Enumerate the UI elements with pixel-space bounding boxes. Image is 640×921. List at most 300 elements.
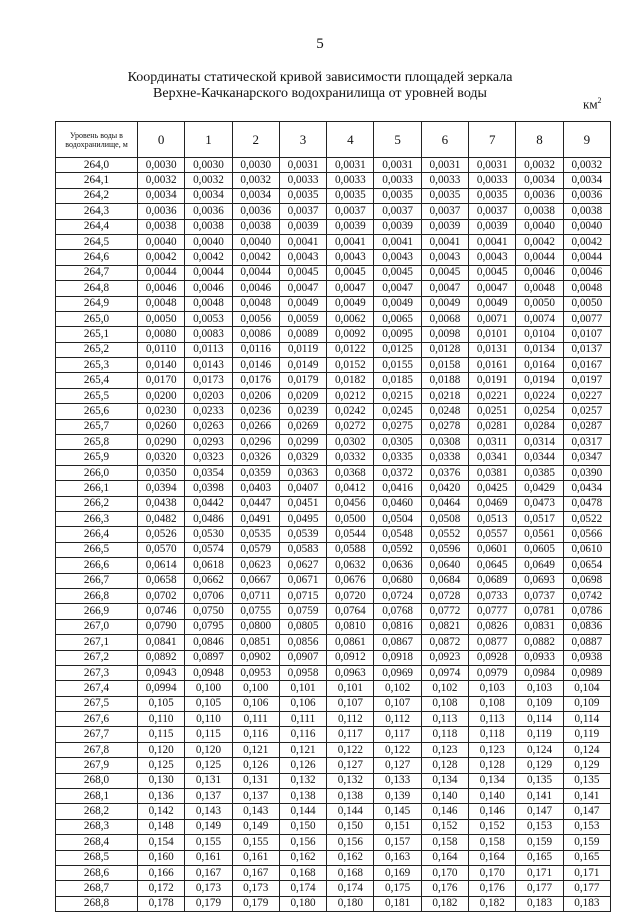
level-cell: 264,0 bbox=[56, 158, 138, 173]
area-cell: 0,116 bbox=[279, 727, 326, 742]
area-cell: 0,159 bbox=[563, 835, 610, 850]
area-cell: 0,0877 bbox=[469, 635, 516, 650]
table-row bbox=[56, 727, 611, 742]
page-number: 5 bbox=[316, 36, 324, 52]
area-cell: 0,171 bbox=[563, 865, 610, 880]
area-cell: 0,0185 bbox=[374, 373, 421, 388]
area-cell: 0,0041 bbox=[327, 234, 374, 249]
area-cell: 0,151 bbox=[374, 819, 421, 834]
area-cell: 0,110 bbox=[185, 712, 232, 727]
area-cell: 0,0149 bbox=[279, 358, 326, 373]
area-cell: 0,173 bbox=[185, 881, 232, 896]
area-cell: 0,0755 bbox=[232, 604, 279, 619]
area-cell: 0,0062 bbox=[327, 311, 374, 326]
area-cell: 0,120 bbox=[185, 742, 232, 757]
area-cell: 0,153 bbox=[563, 819, 610, 834]
level-cell: 268,1 bbox=[56, 789, 138, 804]
area-cell: 0,0043 bbox=[327, 250, 374, 265]
area-cell: 0,0311 bbox=[469, 435, 516, 450]
table-row bbox=[56, 265, 611, 280]
area-cell: 0,178 bbox=[138, 896, 185, 911]
area-cell: 0,0698 bbox=[563, 573, 610, 588]
area-cell: 0,171 bbox=[516, 865, 563, 880]
area-cell: 0,0614 bbox=[138, 558, 185, 573]
area-cell: 0,0044 bbox=[563, 250, 610, 265]
area-cell: 0,0989 bbox=[563, 665, 610, 680]
area-cell: 0,0035 bbox=[374, 188, 421, 203]
area-cell: 0,106 bbox=[232, 696, 279, 711]
area-cell: 0,0293 bbox=[185, 435, 232, 450]
area-cell: 0,122 bbox=[374, 742, 421, 757]
table-row bbox=[56, 358, 611, 373]
level-cell: 268,0 bbox=[56, 773, 138, 788]
area-cell: 0,113 bbox=[469, 712, 516, 727]
area-cell: 0,0385 bbox=[516, 465, 563, 480]
area-cell: 0,0215 bbox=[374, 388, 421, 403]
area-cell: 0,144 bbox=[279, 804, 326, 819]
area-cell: 0,0737 bbox=[516, 588, 563, 603]
table-row bbox=[56, 250, 611, 265]
area-cell: 0,0113 bbox=[185, 342, 232, 357]
area-cell: 0,0592 bbox=[374, 542, 421, 557]
area-cell: 0,0033 bbox=[374, 173, 421, 188]
area-cell: 0,0872 bbox=[421, 635, 468, 650]
area-cell: 0,145 bbox=[374, 804, 421, 819]
area-cell: 0,0504 bbox=[374, 511, 421, 526]
area-cell: 0,0800 bbox=[232, 619, 279, 634]
area-cell: 0,0544 bbox=[327, 527, 374, 542]
area-cell: 0,0851 bbox=[232, 635, 279, 650]
area-cell: 0,0764 bbox=[327, 604, 374, 619]
area-cell: 0,0323 bbox=[185, 450, 232, 465]
area-cell: 0,0045 bbox=[421, 265, 468, 280]
level-cell: 265,1 bbox=[56, 327, 138, 342]
area-cell: 0,0134 bbox=[516, 342, 563, 357]
area-cell: 0,0500 bbox=[327, 511, 374, 526]
area-cell: 0,0039 bbox=[279, 219, 326, 234]
area-cell: 0,0034 bbox=[516, 173, 563, 188]
area-cell: 0,137 bbox=[232, 789, 279, 804]
table-row bbox=[56, 481, 611, 496]
area-cell: 0,0035 bbox=[279, 188, 326, 203]
table-row bbox=[56, 681, 611, 696]
area-cell: 0,0654 bbox=[563, 558, 610, 573]
area-cell: 0,0772 bbox=[421, 604, 468, 619]
level-cell: 268,3 bbox=[56, 819, 138, 834]
area-cell: 0,172 bbox=[138, 881, 185, 896]
area-cell: 0,0420 bbox=[421, 481, 468, 496]
area-cell: 0,0557 bbox=[469, 527, 516, 542]
area-cell: 0,0605 bbox=[516, 542, 563, 557]
level-cell: 265,3 bbox=[56, 358, 138, 373]
area-cell: 0,0048 bbox=[185, 296, 232, 311]
area-cell: 0,0048 bbox=[516, 281, 563, 296]
area-cell: 0,0251 bbox=[469, 404, 516, 419]
column-header-8: 8 bbox=[516, 122, 563, 158]
area-cell: 0,0035 bbox=[469, 188, 516, 203]
area-cell: 0,180 bbox=[279, 896, 326, 911]
area-cell: 0,0460 bbox=[374, 496, 421, 511]
area-cell: 0,102 bbox=[374, 681, 421, 696]
area-cell: 0,0786 bbox=[563, 604, 610, 619]
area-cell: 0,0176 bbox=[232, 373, 279, 388]
area-cell: 0,0658 bbox=[138, 573, 185, 588]
area-cell: 0,0632 bbox=[327, 558, 374, 573]
column-header-9: 9 bbox=[563, 122, 610, 158]
area-cell: 0,0233 bbox=[185, 404, 232, 419]
area-cell: 0,170 bbox=[469, 865, 516, 880]
table-row bbox=[56, 219, 611, 234]
area-cell: 0,0266 bbox=[232, 419, 279, 434]
level-cell: 265,4 bbox=[56, 373, 138, 388]
area-cell: 0,0254 bbox=[516, 404, 563, 419]
area-cell: 0,0583 bbox=[279, 542, 326, 557]
area-cell: 0,0627 bbox=[279, 558, 326, 573]
area-cell: 0,0131 bbox=[469, 342, 516, 357]
area-cell: 0,167 bbox=[232, 865, 279, 880]
table-row bbox=[56, 850, 611, 865]
table-row bbox=[56, 281, 611, 296]
area-cell: 0,0887 bbox=[563, 635, 610, 650]
area-cell: 0,0049 bbox=[469, 296, 516, 311]
table-row bbox=[56, 311, 611, 326]
table-row bbox=[56, 773, 611, 788]
area-cell: 0,0299 bbox=[279, 435, 326, 450]
area-cell: 0,116 bbox=[232, 727, 279, 742]
area-cell: 0,106 bbox=[279, 696, 326, 711]
table-row bbox=[56, 158, 611, 173]
area-cell: 0,170 bbox=[421, 865, 468, 880]
area-cell: 0,146 bbox=[469, 804, 516, 819]
area-cell: 0,118 bbox=[421, 727, 468, 742]
level-cell: 267,0 bbox=[56, 619, 138, 634]
area-cell: 0,0040 bbox=[185, 234, 232, 249]
area-cell: 0,179 bbox=[185, 896, 232, 911]
column-header-2: 2 bbox=[232, 122, 279, 158]
area-cell: 0,0125 bbox=[374, 342, 421, 357]
area-cell: 0,0098 bbox=[421, 327, 468, 342]
area-cell: 0,0037 bbox=[421, 204, 468, 219]
area-cell: 0,0296 bbox=[232, 435, 279, 450]
area-cell: 0,161 bbox=[232, 850, 279, 865]
level-cell: 266,1 bbox=[56, 481, 138, 496]
area-cell: 0,0344 bbox=[516, 450, 563, 465]
area-cell: 0,0035 bbox=[327, 188, 374, 203]
area-cell: 0,156 bbox=[279, 835, 326, 850]
area-cell: 0,123 bbox=[469, 742, 516, 757]
area-cell: 0,0317 bbox=[563, 435, 610, 450]
area-cell: 0,164 bbox=[469, 850, 516, 865]
area-cell: 0,101 bbox=[327, 681, 374, 696]
area-cell: 0,182 bbox=[469, 896, 516, 911]
area-cell: 0,0122 bbox=[327, 342, 374, 357]
area-cell: 0,0036 bbox=[138, 204, 185, 219]
area-cell: 0,0482 bbox=[138, 511, 185, 526]
area-cell: 0,0039 bbox=[327, 219, 374, 234]
area-cell: 0,0045 bbox=[469, 265, 516, 280]
table-row bbox=[56, 234, 611, 249]
area-cell: 0,0047 bbox=[421, 281, 468, 296]
area-cell: 0,0179 bbox=[279, 373, 326, 388]
area-cell: 0,0442 bbox=[185, 496, 232, 511]
area-cell: 0,0038 bbox=[563, 204, 610, 219]
area-cell: 0,0702 bbox=[138, 588, 185, 603]
area-cell: 0,0969 bbox=[374, 665, 421, 680]
level-cell: 266,4 bbox=[56, 527, 138, 542]
area-cell: 0,0390 bbox=[563, 465, 610, 480]
area-cell: 0,0044 bbox=[185, 265, 232, 280]
area-cell: 0,0119 bbox=[279, 342, 326, 357]
level-cell: 266,5 bbox=[56, 542, 138, 557]
table-row bbox=[56, 635, 611, 650]
area-cell: 0,0037 bbox=[327, 204, 374, 219]
area-cell: 0,0031 bbox=[469, 158, 516, 173]
title-line-2: Верхне-Качканарского водохранилища от уровней воды bbox=[153, 86, 487, 101]
area-cell: 0,152 bbox=[421, 819, 468, 834]
area-cell: 0,0469 bbox=[469, 496, 516, 511]
area-cell: 0,114 bbox=[563, 712, 610, 727]
area-cell: 0,132 bbox=[279, 773, 326, 788]
area-cell: 0,125 bbox=[185, 758, 232, 773]
area-cell: 0,0037 bbox=[279, 204, 326, 219]
area-cell: 0,0040 bbox=[516, 219, 563, 234]
table-row bbox=[56, 742, 611, 757]
area-cell: 0,0050 bbox=[516, 296, 563, 311]
area-cell: 0,134 bbox=[469, 773, 516, 788]
area-cell: 0,0037 bbox=[374, 204, 421, 219]
area-cell: 0,0923 bbox=[421, 650, 468, 665]
column-header-6: 6 bbox=[421, 122, 468, 158]
area-cell: 0,161 bbox=[185, 850, 232, 865]
area-cell: 0,0048 bbox=[232, 296, 279, 311]
level-cell: 264,5 bbox=[56, 234, 138, 249]
area-cell: 0,138 bbox=[279, 789, 326, 804]
area-cell: 0,108 bbox=[421, 696, 468, 711]
area-cell: 0,0188 bbox=[421, 373, 468, 388]
area-cell: 0,0329 bbox=[279, 450, 326, 465]
area-cell: 0,103 bbox=[516, 681, 563, 696]
area-cell: 0,165 bbox=[516, 850, 563, 865]
area-cell: 0,0212 bbox=[327, 388, 374, 403]
area-cell: 0,0579 bbox=[232, 542, 279, 557]
area-cell: 0,0197 bbox=[563, 373, 610, 388]
area-cell: 0,0359 bbox=[232, 465, 279, 480]
area-cell: 0,0077 bbox=[563, 311, 610, 326]
area-cell: 0,119 bbox=[516, 727, 563, 742]
area-cell: 0,0230 bbox=[138, 404, 185, 419]
area-cell: 0,0305 bbox=[374, 435, 421, 450]
area-cell: 0,0979 bbox=[469, 665, 516, 680]
area-cell: 0,0036 bbox=[563, 188, 610, 203]
area-cell: 0,160 bbox=[138, 850, 185, 865]
area-cell: 0,0412 bbox=[327, 481, 374, 496]
area-cell: 0,0263 bbox=[185, 419, 232, 434]
area-cell: 0,0902 bbox=[232, 650, 279, 665]
area-cell: 0,0048 bbox=[138, 296, 185, 311]
area-cell: 0,0618 bbox=[185, 558, 232, 573]
area-cell: 0,0170 bbox=[138, 373, 185, 388]
area-cell: 0,0042 bbox=[516, 234, 563, 249]
area-cell: 0,0491 bbox=[232, 511, 279, 526]
area-cell: 0,0031 bbox=[327, 158, 374, 173]
area-cell: 0,0684 bbox=[421, 573, 468, 588]
level-cell: 266,9 bbox=[56, 604, 138, 619]
area-cell: 0,134 bbox=[421, 773, 468, 788]
area-cell: 0,124 bbox=[516, 742, 563, 757]
area-cell: 0,0269 bbox=[279, 419, 326, 434]
area-cell: 0,0045 bbox=[327, 265, 374, 280]
area-cell: 0,0041 bbox=[421, 234, 468, 249]
area-cell: 0,115 bbox=[138, 727, 185, 742]
area-cell: 0,167 bbox=[185, 865, 232, 880]
area-cell: 0,107 bbox=[374, 696, 421, 711]
area-cell: 0,107 bbox=[327, 696, 374, 711]
area-cell: 0,176 bbox=[421, 881, 468, 896]
area-cell: 0,0042 bbox=[138, 250, 185, 265]
area-cell: 0,0038 bbox=[516, 204, 563, 219]
area-cell: 0,0221 bbox=[469, 388, 516, 403]
area-cell: 0,0715 bbox=[279, 588, 326, 603]
area-cell: 0,0045 bbox=[279, 265, 326, 280]
area-cell: 0,0416 bbox=[374, 481, 421, 496]
area-cell: 0,0236 bbox=[232, 404, 279, 419]
area-cell: 0,0036 bbox=[516, 188, 563, 203]
level-cell: 267,2 bbox=[56, 650, 138, 665]
area-cell: 0,0046 bbox=[138, 281, 185, 296]
area-cell: 0,0974 bbox=[421, 665, 468, 680]
area-cell: 0,0143 bbox=[185, 358, 232, 373]
area-cell: 0,0530 bbox=[185, 527, 232, 542]
area-cell: 0,150 bbox=[279, 819, 326, 834]
area-cell: 0,117 bbox=[374, 727, 421, 742]
table-row bbox=[56, 404, 611, 419]
area-cell: 0,166 bbox=[138, 865, 185, 880]
area-cell: 0,0522 bbox=[563, 511, 610, 526]
area-cell: 0,0963 bbox=[327, 665, 374, 680]
area-cell: 0,0086 bbox=[232, 327, 279, 342]
area-cell: 0,108 bbox=[469, 696, 516, 711]
area-cell: 0,182 bbox=[421, 896, 468, 911]
level-cell: 266,6 bbox=[56, 558, 138, 573]
table-row bbox=[56, 342, 611, 357]
table-row bbox=[56, 650, 611, 665]
unit-label bbox=[583, 96, 602, 112]
area-cell: 0,0662 bbox=[185, 573, 232, 588]
table-row bbox=[56, 819, 611, 834]
area-cell: 0,156 bbox=[327, 835, 374, 850]
area-cell: 0,138 bbox=[327, 789, 374, 804]
area-cell: 0,183 bbox=[563, 896, 610, 911]
area-cell: 0,0101 bbox=[469, 327, 516, 342]
area-cell: 0,0372 bbox=[374, 465, 421, 480]
area-cell: 0,0561 bbox=[516, 527, 563, 542]
area-cell: 0,0224 bbox=[516, 388, 563, 403]
area-cell: 0,103 bbox=[469, 681, 516, 696]
area-cell: 0,0846 bbox=[185, 635, 232, 650]
table-header-row bbox=[56, 122, 611, 158]
table-row bbox=[56, 511, 611, 526]
area-cell: 0,0044 bbox=[232, 265, 279, 280]
area-cell: 0,0043 bbox=[374, 250, 421, 265]
area-cell: 0,0335 bbox=[374, 450, 421, 465]
area-cell: 0,180 bbox=[327, 896, 374, 911]
level-cell: 265,0 bbox=[56, 311, 138, 326]
area-cell: 0,117 bbox=[327, 727, 374, 742]
area-cell: 0,136 bbox=[138, 789, 185, 804]
area-cell: 0,183 bbox=[516, 896, 563, 911]
area-cell: 0,0403 bbox=[232, 481, 279, 496]
level-cell: 265,7 bbox=[56, 419, 138, 434]
table-row bbox=[56, 435, 611, 450]
area-cell: 0,0610 bbox=[563, 542, 610, 557]
area-cell: 0,0526 bbox=[138, 527, 185, 542]
area-cell: 0,135 bbox=[516, 773, 563, 788]
area-cell: 0,0434 bbox=[563, 481, 610, 496]
table-row bbox=[56, 789, 611, 804]
area-cell: 0,0368 bbox=[327, 465, 374, 480]
area-cell: 0,0290 bbox=[138, 435, 185, 450]
table-row bbox=[56, 173, 611, 188]
area-cell: 0,0821 bbox=[421, 619, 468, 634]
area-cell: 0,0912 bbox=[327, 650, 374, 665]
area-cell: 0,100 bbox=[185, 681, 232, 696]
table-row bbox=[56, 712, 611, 727]
level-cell: 264,9 bbox=[56, 296, 138, 311]
area-cell: 0,0636 bbox=[374, 558, 421, 573]
area-cell: 0,0040 bbox=[232, 234, 279, 249]
area-cell: 0,115 bbox=[185, 727, 232, 742]
area-cell: 0,0034 bbox=[185, 188, 232, 203]
level-cell: 267,4 bbox=[56, 681, 138, 696]
area-cell: 0,0272 bbox=[327, 419, 374, 434]
area-cell: 0,0089 bbox=[279, 327, 326, 342]
area-cell: 0,0038 bbox=[232, 219, 279, 234]
area-cell: 0,0050 bbox=[563, 296, 610, 311]
area-cell: 0,0570 bbox=[138, 542, 185, 557]
level-cell: 264,8 bbox=[56, 281, 138, 296]
area-cell: 0,175 bbox=[374, 881, 421, 896]
area-cell: 0,0031 bbox=[374, 158, 421, 173]
area-cell: 0,144 bbox=[327, 804, 374, 819]
level-cell: 268,2 bbox=[56, 804, 138, 819]
area-cell: 0,0938 bbox=[563, 650, 610, 665]
area-cell: 0,104 bbox=[563, 681, 610, 696]
area-cell: 0,0043 bbox=[279, 250, 326, 265]
area-cell: 0,0040 bbox=[563, 219, 610, 234]
area-cell: 0,101 bbox=[279, 681, 326, 696]
level-cell: 264,6 bbox=[56, 250, 138, 265]
area-cell: 0,143 bbox=[232, 804, 279, 819]
area-cell: 0,0750 bbox=[185, 604, 232, 619]
area-cell: 0,0047 bbox=[327, 281, 374, 296]
area-cell: 0,157 bbox=[374, 835, 421, 850]
area-cell: 0,132 bbox=[327, 773, 374, 788]
area-cell: 0,112 bbox=[374, 712, 421, 727]
area-cell: 0,0394 bbox=[138, 481, 185, 496]
level-cell: 265,6 bbox=[56, 404, 138, 419]
unit-power: 2 bbox=[597, 96, 602, 105]
area-cell: 0,0953 bbox=[232, 665, 279, 680]
area-cell: 0,0164 bbox=[516, 358, 563, 373]
area-cell: 0,0831 bbox=[516, 619, 563, 634]
area-cell: 0,147 bbox=[516, 804, 563, 819]
area-cell: 0,0030 bbox=[232, 158, 279, 173]
area-cell: 0,0790 bbox=[138, 619, 185, 634]
column-header-7: 7 bbox=[469, 122, 516, 158]
area-cell: 0,137 bbox=[185, 789, 232, 804]
area-cell: 0,0958 bbox=[279, 665, 326, 680]
area-cell: 0,0473 bbox=[516, 496, 563, 511]
